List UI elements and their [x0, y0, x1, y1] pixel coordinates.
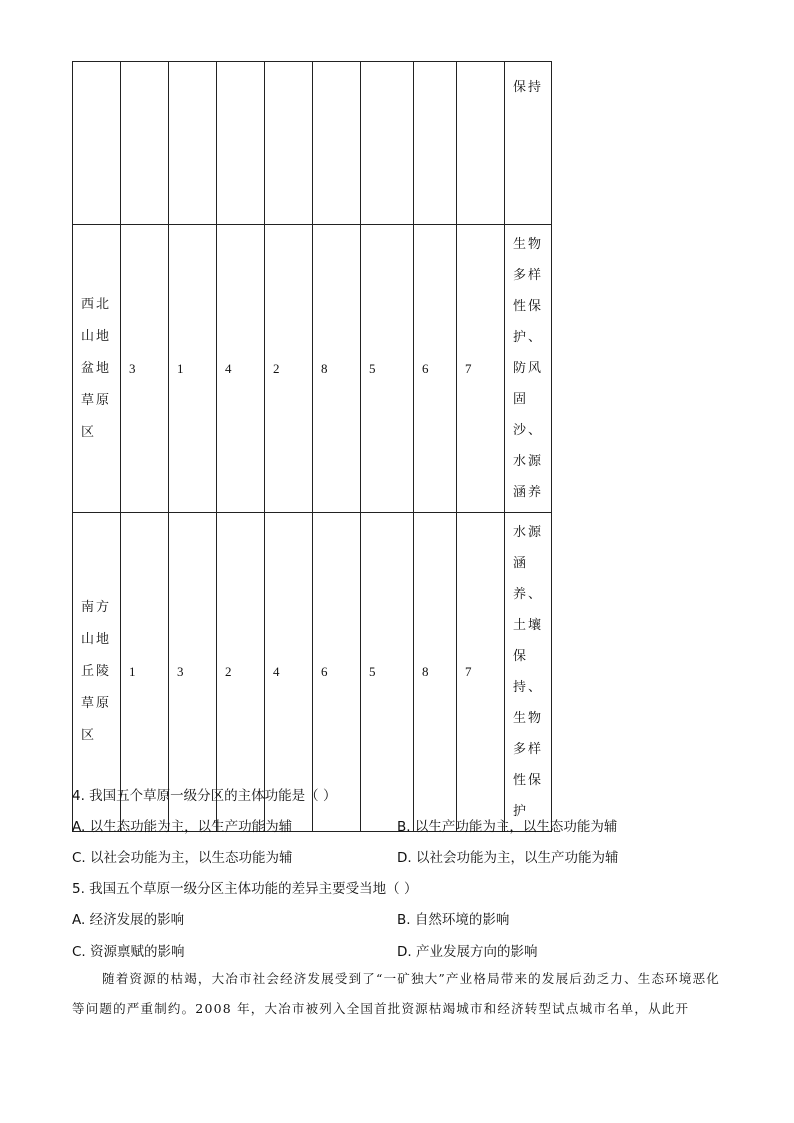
question-4-option-a[interactable]: A. 以生态功能为主，以生产功能为辅	[72, 819, 293, 835]
function-cell: 保持	[505, 62, 552, 225]
value-cell: 7	[457, 513, 505, 832]
table-row	[73, 225, 552, 513]
value-cell: 1	[121, 513, 169, 832]
region-cell: 西北山地盆地草原区	[73, 225, 121, 513]
value-cell: 3	[169, 513, 217, 832]
value-cell	[169, 62, 217, 225]
question-5-stem: 5. 我国五个草原一级分区主体功能的差异主要受当地（ ）	[72, 881, 418, 897]
question-5-option-d[interactable]: D. 产业发展方向的影响	[397, 944, 538, 960]
table-row	[73, 62, 552, 225]
grassland-table	[72, 61, 552, 832]
question-5-option-a[interactable]: A. 经济发展的影响	[72, 912, 185, 928]
value-cell: 6	[313, 513, 361, 832]
value-cell: 2	[265, 225, 313, 513]
region-cell	[73, 62, 121, 225]
question-5-option-b[interactable]: B. 自然环境的影响	[397, 912, 510, 928]
value-cell: 1	[169, 225, 217, 513]
reading-passage: 随着资源的枯竭，大冶市社会经济发展受到了“一矿独大”产业格局带来的发展后劲乏力、生态环境恶化等问题的严重制约。2008 年，大冶市被列入全国首批资源枯竭城市和经济转型试点城市名单，从此开	[72, 971, 720, 1016]
value-cell	[217, 62, 265, 225]
region-cell: 南方山地丘陵草原区	[73, 513, 121, 832]
function-cell: 生物多样性保护、防风固沙、水源涵养	[505, 225, 552, 513]
value-cell: 7	[457, 225, 505, 513]
value-cell: 4	[217, 225, 265, 513]
function-cell: 水源涵养、土壤保持、生物多样性保护	[505, 513, 552, 832]
question-4-option-b[interactable]: B. 以生产功能为主，以生态功能为辅	[397, 819, 618, 835]
value-cell: 2	[217, 513, 265, 832]
value-cell: 8	[313, 225, 361, 513]
value-cell	[414, 62, 457, 225]
value-cell: 8	[414, 513, 457, 832]
value-cell: 5	[361, 513, 414, 832]
value-cell	[313, 62, 361, 225]
value-cell	[457, 62, 505, 225]
question-4-option-d[interactable]: D. 以社会功能为主，以生产功能为辅	[397, 850, 619, 866]
value-cell: 3	[121, 225, 169, 513]
question-4-stem: 4. 我国五个草原一级分区的主体功能是（ ）	[72, 788, 337, 804]
question-5-option-c[interactable]: C. 资源禀赋的影响	[72, 944, 185, 960]
value-cell: 5	[361, 225, 414, 513]
value-cell	[265, 62, 313, 225]
value-cell	[121, 62, 169, 225]
value-cell	[361, 62, 414, 225]
value-cell: 4	[265, 513, 313, 832]
question-4-option-c[interactable]: C. 以社会功能为主，以生态功能为辅	[72, 850, 293, 866]
value-cell: 6	[414, 225, 457, 513]
